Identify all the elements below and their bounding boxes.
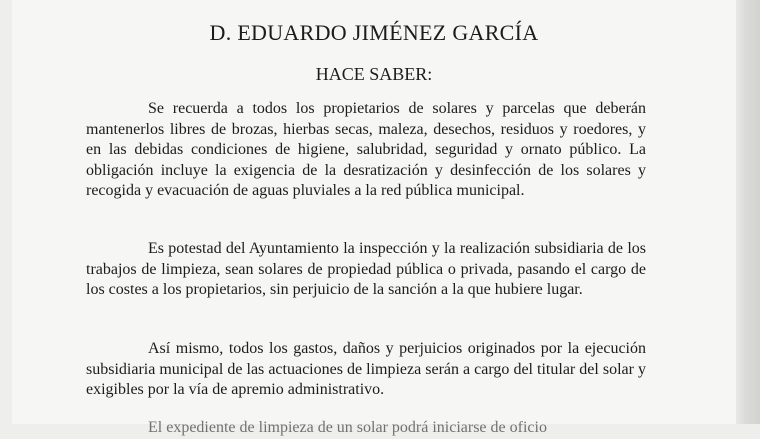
paragraph-4-cut: El expediente de limpieza de un solar podrá iniciarse de oficio [148, 419, 547, 436]
background-surface [744, 0, 760, 424]
document-page [12, 0, 736, 436]
page-edge-shadow [736, 0, 744, 424]
paragraph-3: Así mismo, todos los gastos, daños y perjuicios originados por la ejecución subsidiaria municipal de las actuaciones de limpieza serán a cargo del titular del solar y exigibles por la vía de apremio administrativo. [86, 340, 646, 398]
document-subtitle: HACE SABER: [315, 64, 433, 84]
paragraph-1: Se recuerda a todos los propietarios de solares y parcelas que deberán mantenerlos libres de brozas, hierbas secas, maleza, desechos, residuos y roedores, y en las debidas condiciones de higiene, salubridad, seguridad y ornato público. La obligación incluye la exigencia de la desratización y desinfección de los solares y recogida y evacuación de aguas pluviales a la red pública municipal. [86, 100, 646, 199]
document-title: D. EDUARDO JIMÉNEZ GARCÍA [209, 20, 539, 45]
paragraph-2: Es potestad del Ayuntamiento la inspección y la realización subsidiaria de los trabajos de limpieza, sean solares de propiedad pública o privada, pasando el cargo de los costes a los propietarios, sin perjuicio de la sanción a la que hubiere lugar. [86, 240, 646, 298]
